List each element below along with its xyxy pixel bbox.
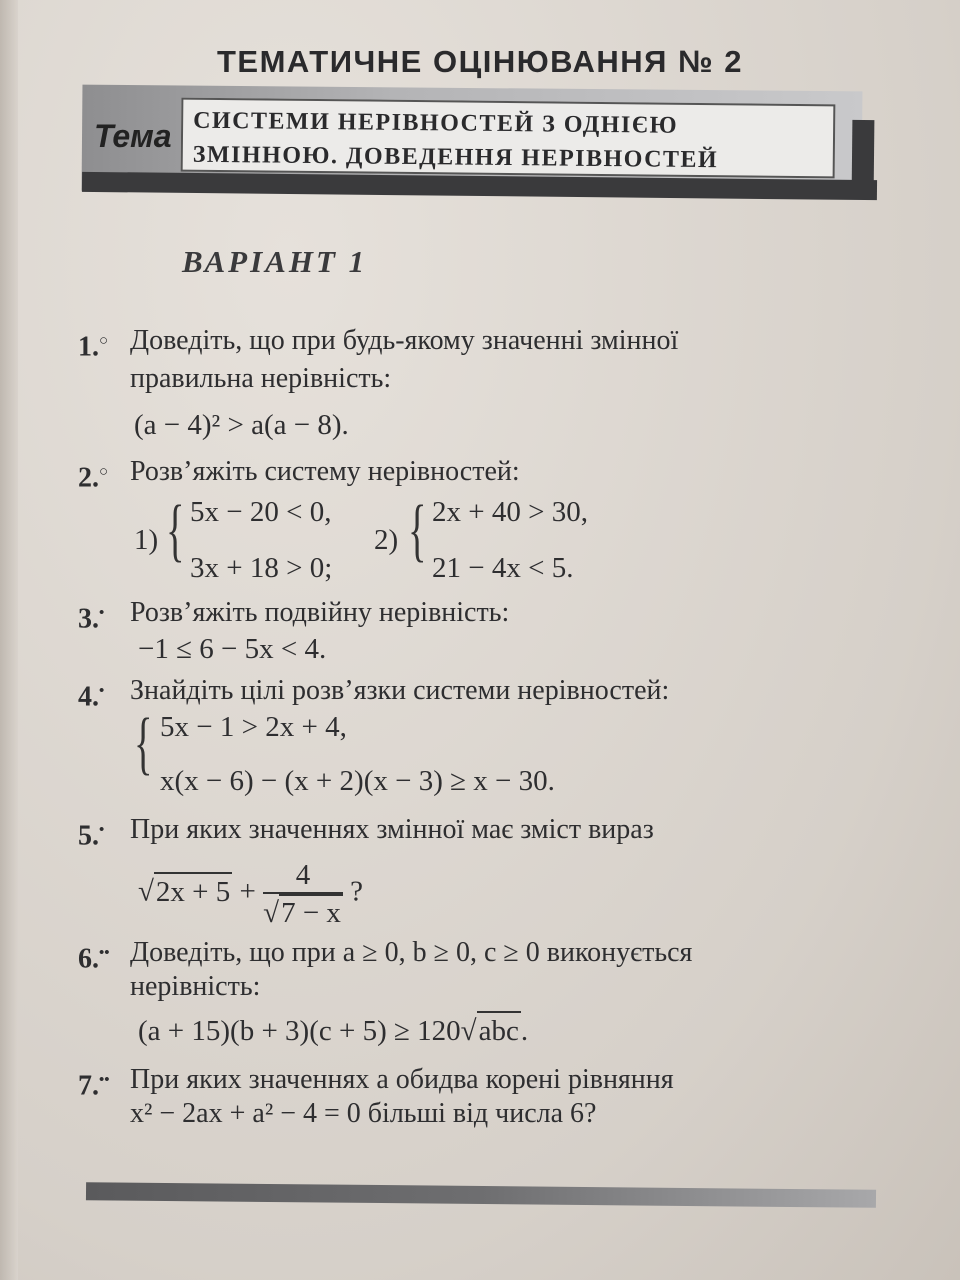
task-1 [78, 323, 898, 443]
task-number: 3.• [78, 603, 105, 635]
topic-label: Тема [94, 118, 172, 154]
task-5 [78, 812, 898, 932]
task-text: При яких значеннях змінної має зміст вираз [130, 814, 654, 845]
task-text: Розв’яжіть подвійну нерівність: [130, 597, 510, 628]
sqrt-icon: √ [263, 897, 280, 929]
task-text: При яких значеннях a обидва корені рівняння [130, 1064, 674, 1095]
task-number: 4.• [78, 681, 105, 713]
system-row-1: 5x − 1 > 2x + 4, [160, 711, 347, 743]
task-2 [78, 454, 898, 584]
brace-icon: { [166, 492, 185, 569]
system-row-2: x(x − 6) − (x + 2)(x − 3) ≥ x − 30. [160, 765, 555, 797]
brace-icon: { [134, 705, 153, 782]
sqrt-radicand: 2x + 5 [154, 872, 232, 910]
fraction-denominator: √7 − x [263, 894, 343, 930]
task-text: x² − 2ax + a² − 4 = 0 більші від числа 6? [130, 1098, 597, 1129]
task-text: правильна нерівність: [130, 363, 392, 394]
task-number: 6.•• [78, 943, 110, 975]
task-formula: (a − 4)² > a(a − 8). [134, 409, 349, 441]
sqrt-icon: √ [138, 875, 154, 908]
task-number: 2.○ [78, 462, 109, 494]
task-text: Знайдіть цілі розв’язки системи нерівностей: [130, 675, 670, 706]
sqrt-icon: √ [460, 1015, 477, 1047]
task-text: Доведіть, що при a ≥ 0, b ≥ 0, c ≥ 0 виконується [130, 937, 693, 968]
task-formula [138, 858, 363, 930]
topic-title-box [181, 98, 836, 179]
question-mark: ? [350, 875, 364, 908]
plus-sign: + [239, 875, 256, 908]
fraction [263, 858, 343, 930]
page-edge-shadow [0, 0, 18, 1280]
variant-heading: ВАРІАНТ 1 [182, 244, 368, 279]
task-formula: −1 ≤ 6 − 5x < 4. [138, 633, 327, 665]
fraction-numerator: 4 [263, 858, 343, 894]
task-6 [78, 935, 898, 1055]
task-text: нерівність: [130, 971, 261, 1002]
system-1-label: 1) [134, 524, 159, 556]
footer-bar [86, 1182, 876, 1208]
task-4 [78, 673, 898, 803]
task-number: 5.• [78, 820, 105, 852]
system-1-row-1: 5x − 20 < 0, [190, 496, 332, 528]
system-2-row-1: 2x + 40 > 30, [432, 496, 588, 528]
system-2-row-2: 21 − 4x < 5. [432, 552, 574, 584]
system-1-row-2: 3x + 18 > 0; [190, 552, 333, 584]
brace-icon: { [408, 492, 427, 569]
task-7 [78, 1062, 898, 1142]
system-2-label: 2) [374, 524, 399, 556]
topic-title-line-2: ЗМІННОЮ. ДОВЕДЕННЯ НЕРІВНОСТЕЙ [192, 141, 719, 174]
task-3 [78, 595, 898, 665]
task-text: Доведіть, що при будь-якому значенні змінної [130, 325, 679, 356]
task-number: 7.•• [78, 1070, 110, 1102]
task-number: 1.○ [78, 331, 109, 363]
topic-banner-shadow-right [852, 120, 875, 196]
page-title: ТЕМАТИЧНЕ ОЦІНЮВАННЯ № 2 [217, 44, 743, 79]
task-formula: (a + 15)(b + 3)(c + 5) ≥ 120√abc. [138, 1011, 528, 1049]
task-text: Розв’яжіть систему нерівностей: [130, 456, 520, 487]
topic-title-line-1: СИСТЕМИ НЕРІВНОСТЕЙ З ОДНІЄЮ [193, 107, 679, 139]
